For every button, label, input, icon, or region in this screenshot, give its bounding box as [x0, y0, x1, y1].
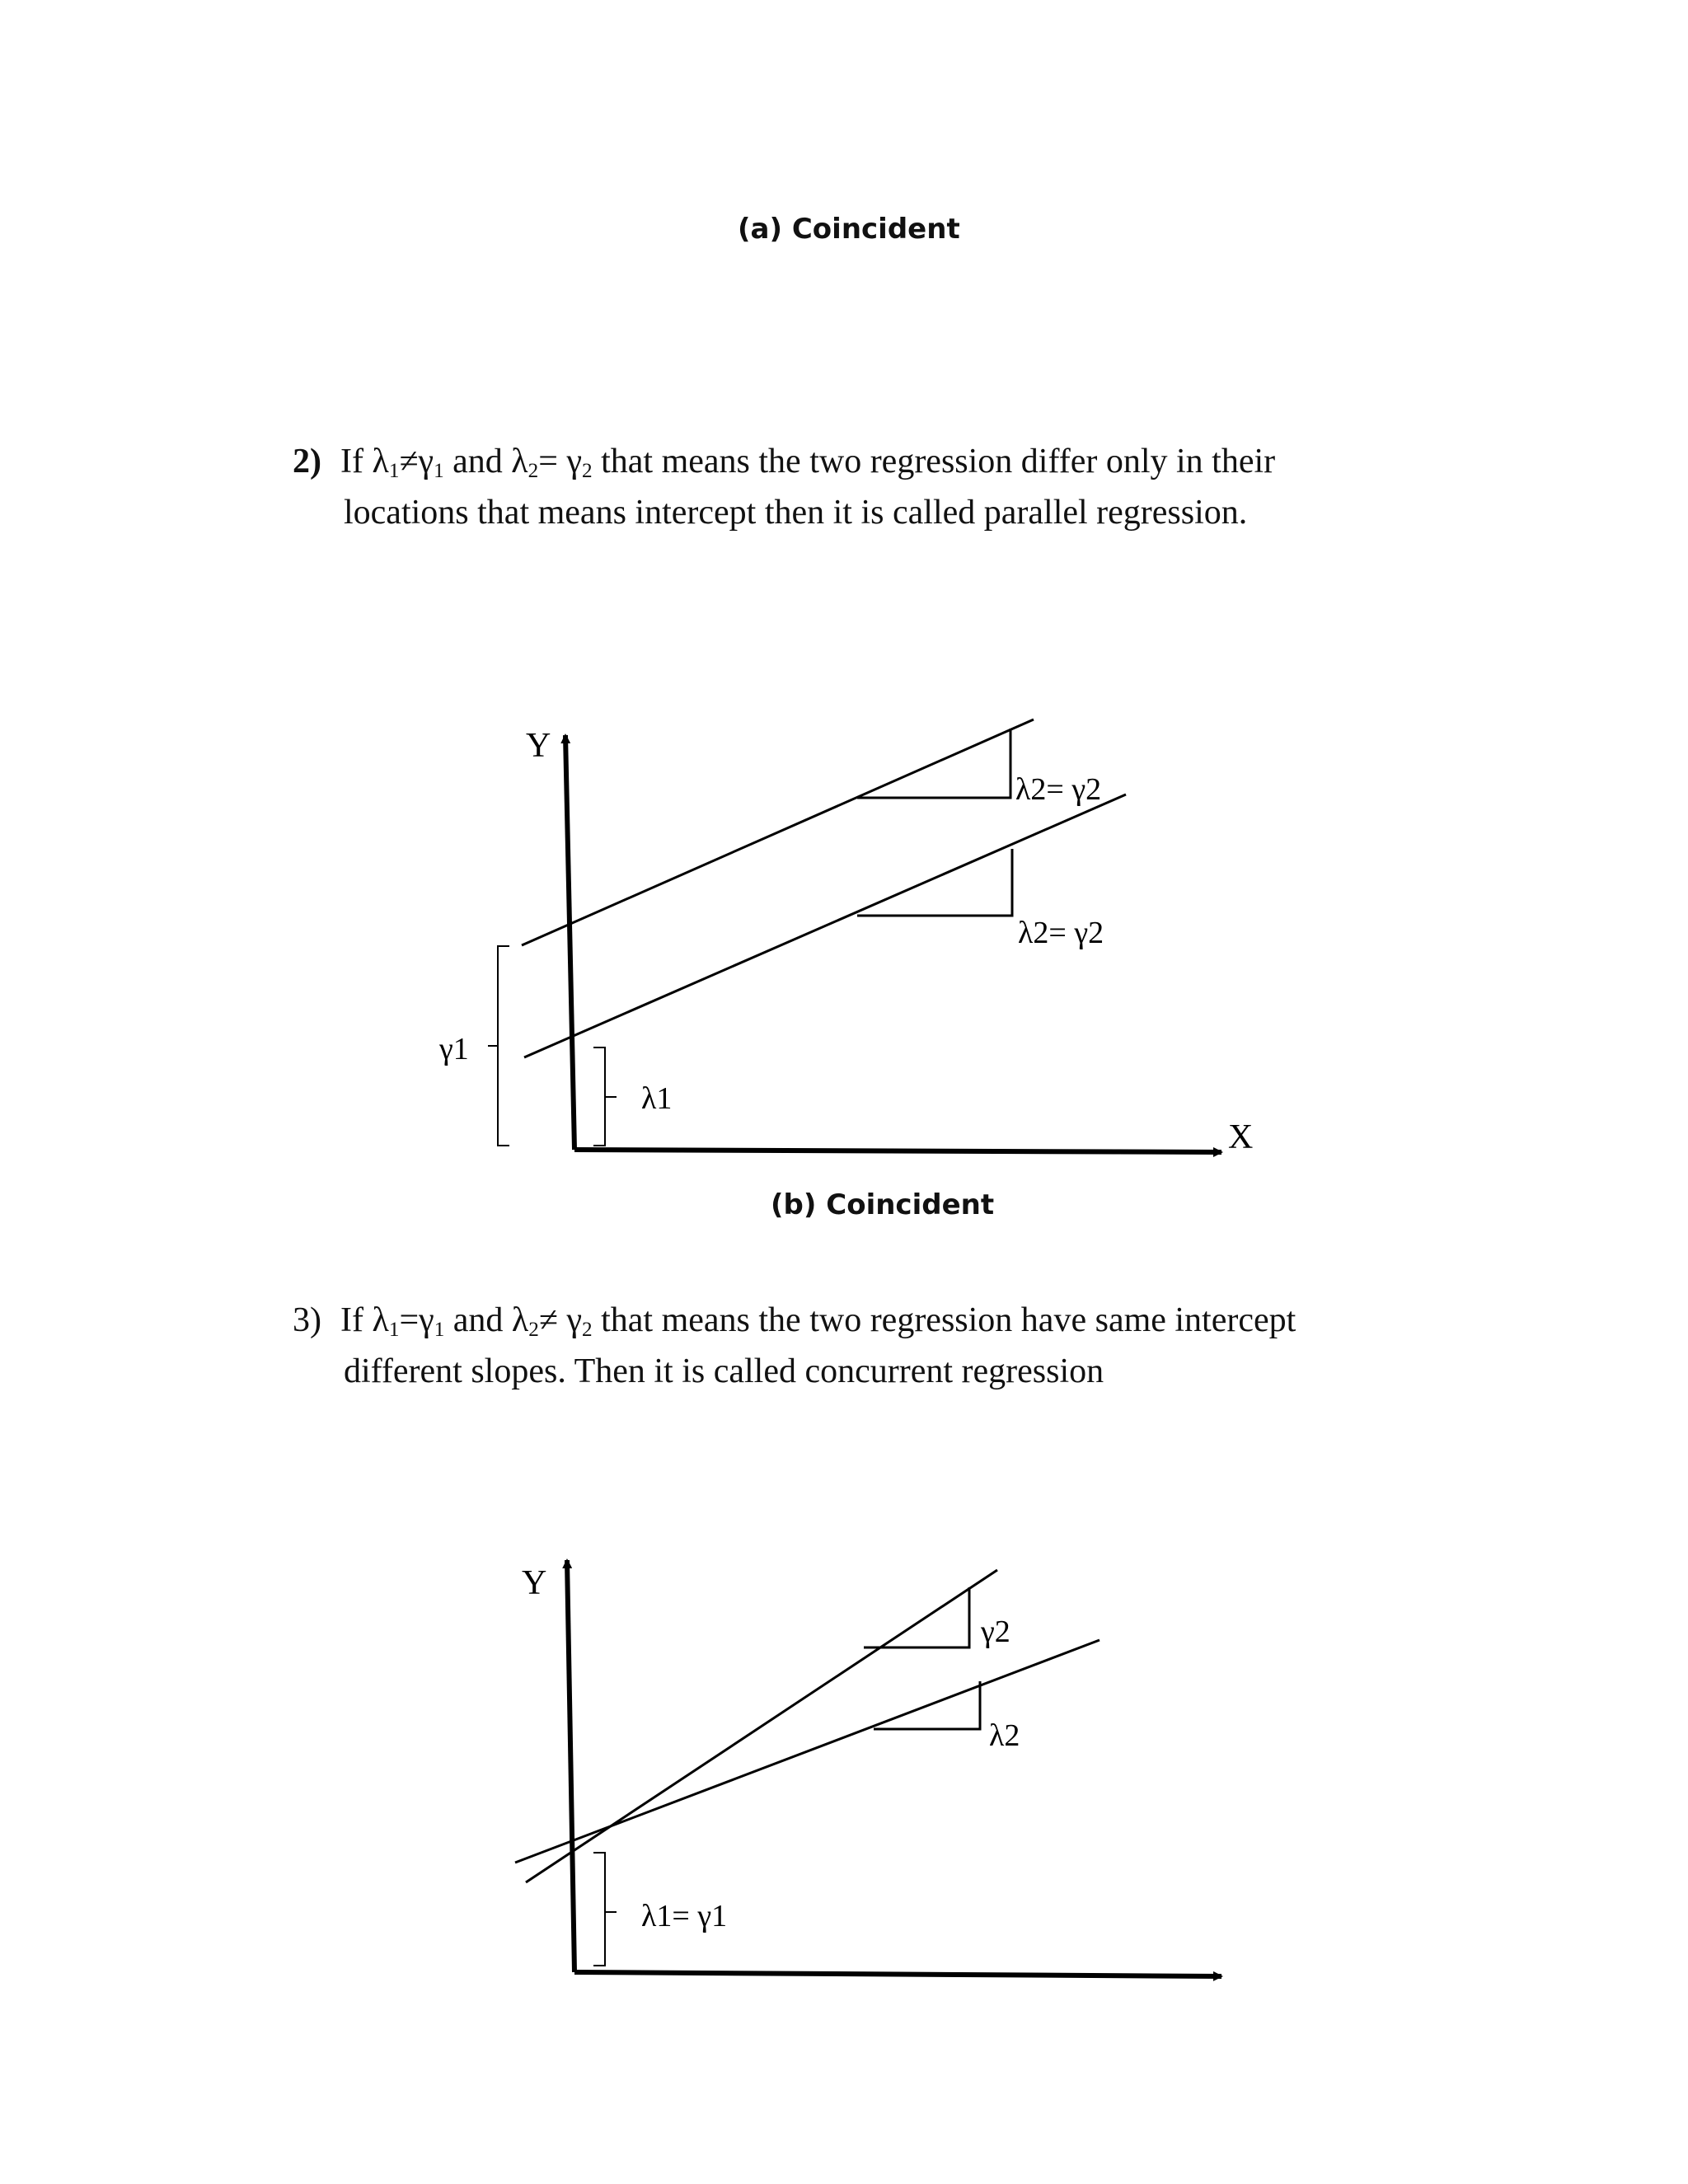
upper-slope-label: γ2 — [981, 1615, 1010, 1649]
y-axis-label: Y — [522, 1564, 547, 1602]
lower-slope-label: λ2 — [989, 1718, 1020, 1753]
paragraph-2: 2) If $\lambda_1\ne\gamma_1$ and $\lambda_2= \gamma_2$ that means the two regression differ only in their locations that means intercept then it is called parallel regression. — [293, 443, 1276, 532]
y-axis-label: Y — [526, 727, 551, 765]
slope-triangle-steep — [864, 1587, 969, 1647]
item-number-2: 2) — [293, 443, 321, 480]
upper-slope-label: λ2= γ2 — [1015, 772, 1102, 807]
caption-b: (b) Coincident — [771, 1188, 995, 1221]
gamma1-label: γ1 — [439, 1032, 469, 1066]
intercept-label: λ1= γ1 — [641, 1899, 728, 1933]
y-axis — [567, 1560, 574, 1972]
regression-line-steep — [526, 1570, 997, 1882]
caption-a: (a) Coincident — [738, 213, 960, 246]
lambda1-label: λ1 — [641, 1081, 673, 1116]
paragraph-3: 3) If $\lambda_1=\gamma_1$ and $\lambda_2\ne \gamma_2$ that means the two regression have same intercept different slopes. Then it is called concurrent regression — [293, 1301, 1296, 1390]
intercept-bracket — [593, 1853, 617, 1966]
x-axis — [574, 1972, 1221, 1976]
paragraph-3-line-2: different slopes. Then it is called concurrent regression — [344, 1352, 1104, 1390]
x-axis-label: X — [1228, 1118, 1254, 1156]
lower-slope-label: λ2= γ2 — [1018, 916, 1104, 950]
paragraph-2-line-2: locations that means intercept then it is called parallel regression. — [344, 494, 1248, 532]
item-number-3: 3) — [293, 1301, 321, 1339]
